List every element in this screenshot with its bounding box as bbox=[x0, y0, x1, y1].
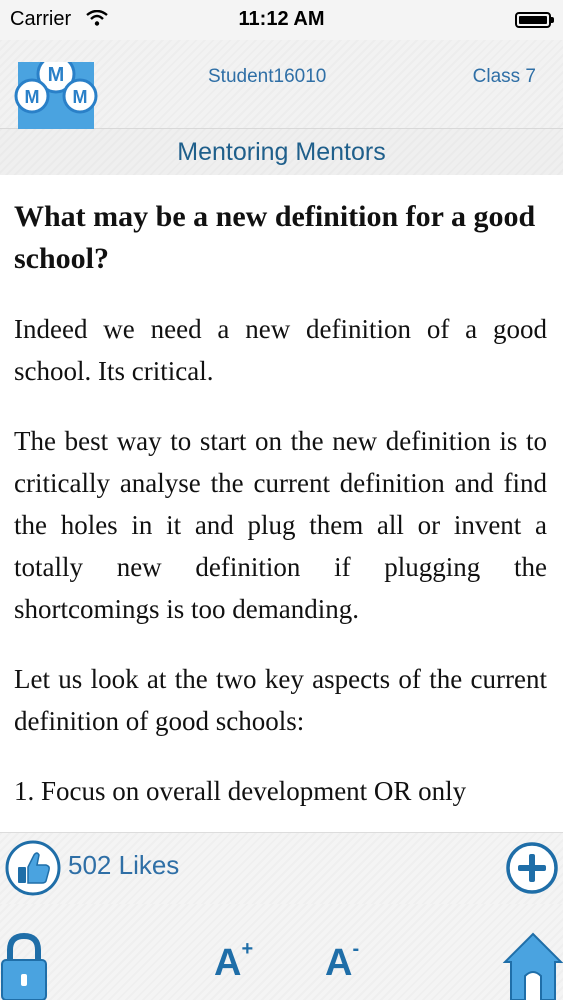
add-button[interactable] bbox=[505, 841, 559, 900]
title-bar bbox=[0, 129, 563, 175]
student-name: Student16010 bbox=[208, 66, 327, 87]
app-title: Mentoring Mentors bbox=[177, 138, 386, 166]
article-paragraph: Let us look at the two key aspects of the current definition of good schools: bbox=[14, 664, 547, 736]
font-increase-sign: + bbox=[241, 938, 254, 960]
bottom-toolbar bbox=[0, 904, 563, 1000]
class-label: Class 7 bbox=[472, 66, 536, 87]
article-title: What may be a new definition for a good school? bbox=[14, 200, 536, 275]
logo-letter: M bbox=[47, 64, 65, 86]
logo-letter: M bbox=[72, 87, 88, 107]
article-paragraph: The best way to start on the new definition is to critically analyse the current definition and find the holes in it and plug them all or invent a totally new definition if plugging the shortcomings is too demanding. bbox=[14, 426, 547, 624]
font-increase-button[interactable] bbox=[214, 938, 254, 985]
header bbox=[0, 40, 563, 129]
status-bar bbox=[0, 0, 563, 40]
font-decrease-button[interactable] bbox=[325, 938, 360, 985]
battery-icon bbox=[515, 12, 551, 28]
plus-circle-icon bbox=[505, 882, 559, 899]
status-time: 11:12 AM bbox=[238, 8, 325, 30]
lock-button[interactable] bbox=[0, 930, 48, 1005]
home-button[interactable] bbox=[503, 930, 563, 1005]
likes-count: 502 Likes bbox=[68, 850, 180, 880]
article-paragraph: 1. Focus on overall development OR only bbox=[14, 776, 467, 806]
like-button[interactable] bbox=[4, 839, 62, 902]
carrier-label: Carrier bbox=[10, 8, 72, 30]
font-increase-letter: A bbox=[214, 942, 242, 984]
thumbs-up-icon bbox=[4, 884, 62, 901]
article-content[interactable] bbox=[14, 180, 547, 832]
font-decrease-sign: - bbox=[352, 938, 360, 960]
lock-icon bbox=[0, 987, 48, 1004]
home-icon bbox=[503, 987, 563, 1004]
article-paragraph: Indeed we need a new definition of a good school. Its critical. bbox=[14, 314, 547, 386]
likes-bar bbox=[0, 832, 563, 905]
font-decrease-letter: A bbox=[325, 942, 353, 984]
logo-letter: M bbox=[24, 87, 40, 107]
